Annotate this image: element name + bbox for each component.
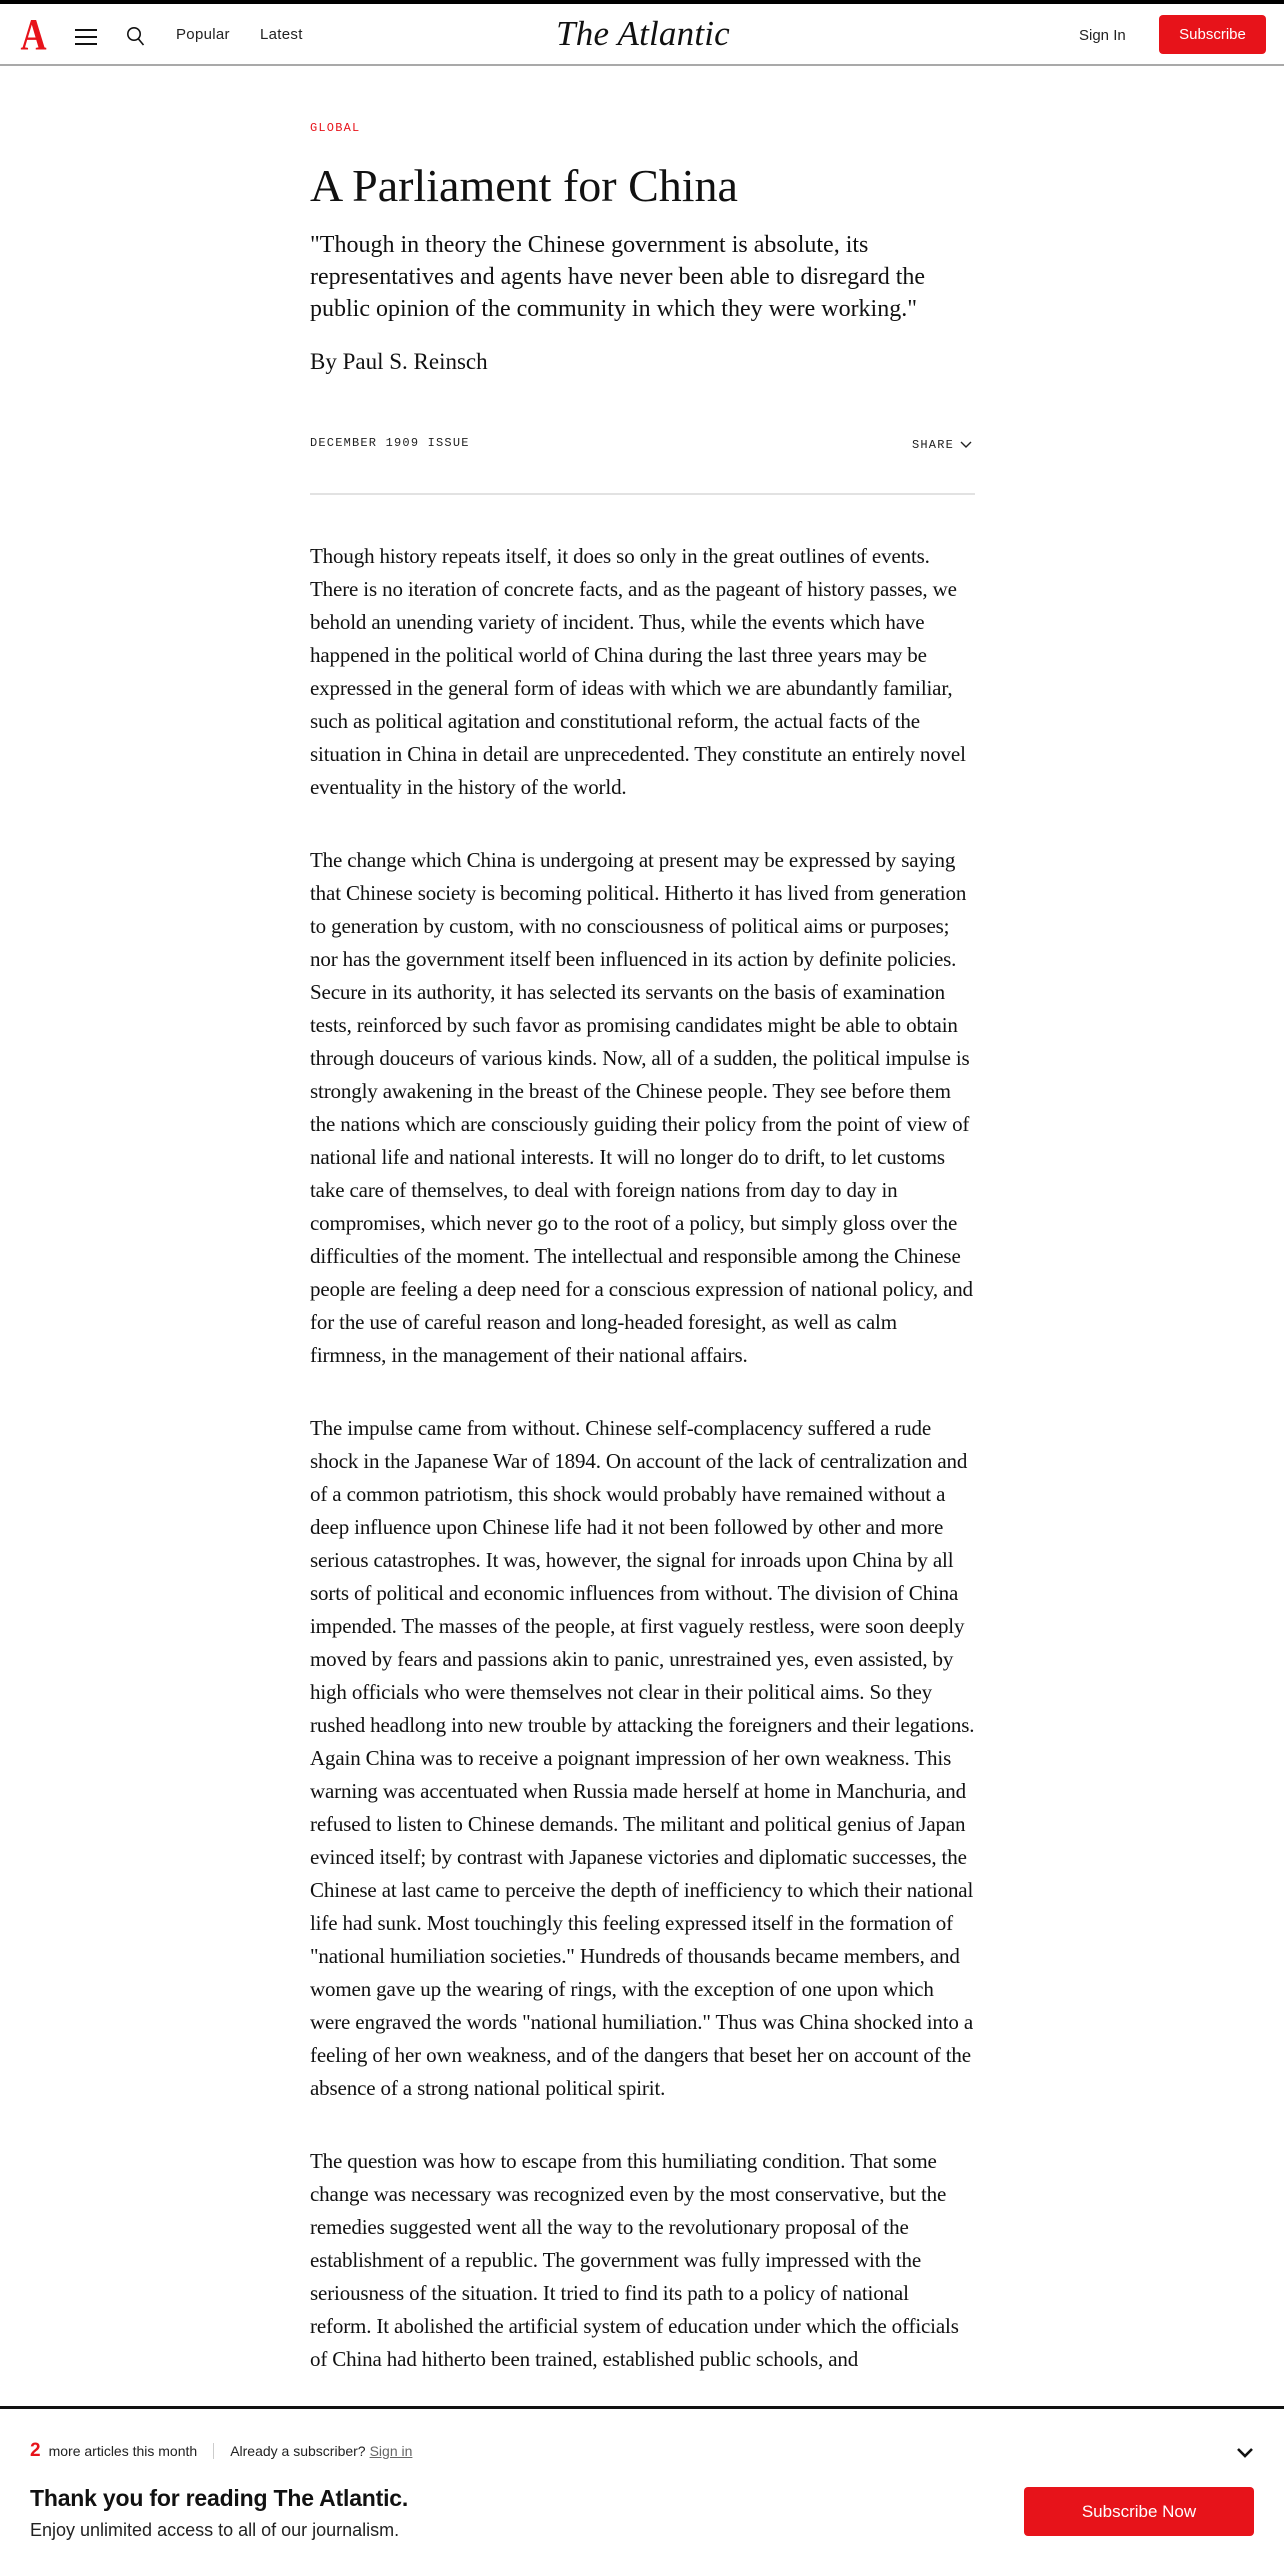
nav-popular[interactable]: Popular [176,26,230,43]
paywall-sign-in-link[interactable]: Sign in [369,2443,413,2459]
atlantic-logo[interactable]: A [20,10,47,59]
subscriber-prompt: Already a subscriber? [230,2443,366,2459]
nav-latest[interactable]: Latest [260,26,303,43]
articles-remaining-text: more articles this month [48,2443,198,2459]
hamburger-menu-icon[interactable] [75,28,97,46]
issue-label[interactable]: DECEMBER 1909 ISSUE [310,436,470,450]
subscribe-now-button[interactable]: Subscribe Now [1024,2487,1254,2536]
search-glyph [126,26,146,48]
chevron-down-icon [1234,2442,1256,2464]
menu-line [75,43,97,45]
site-header [0,0,1284,66]
share-label: SHARE [912,438,955,452]
article-meter [30,2440,412,2462]
article-headline: A Parliament for China [310,160,738,211]
collapse-banner-button[interactable] [1234,2442,1256,2464]
articles-remaining-count: 2 [30,2440,41,2461]
paywall-subtitle: Enjoy unlimited access to all of our journalism. [30,2520,400,2540]
paywall-title: Thank you for reading The Atlantic. [30,2485,409,2511]
share-button[interactable] [912,438,972,452]
body-paragraph: The question was how to escape from this humiliating condition. That some change was necessary was recognized even by the most conservative, but the remedies suggested went all the way to the revolutionary proposal of the establishment of a republic. The government was fully impressed with the seriousness of the situation. It tried to find its path to a policy of national reform. It abolished the artificial system of education under which the officials of China had hitherto been trained, established public schools, and [310,2149,959,2371]
article-body [310,540,975,2416]
search-icon[interactable] [126,26,146,48]
article-dek: "Though in theory the Chinese government is absolute, its representatives and agents have never been able to disregard the public opinion of the community in which they were working." [310,232,926,322]
body-paragraph: The impulse came from without. Chinese self-complacency suffered a rude shock in the Japanese War of 1894. On account of the lack of centralization and of a common patriotism, this shock would probably have remained without a deep influence upon Chinese life had it not been followed by other and more serious catastrophes. It was, however, the signal for inroads upon China by all sorts of political and economic influences from without. The division of China impended. The masses of the people, at first vaguely restless, were soon deeply moved by fears and passions akin to panic, unrestrained yes, even assisted, by high officials who were themselves not clear in their political aims. So they rushed headlong into new trouble by attacking the foreigners and their legations. Again China was to receive a poignant impression of her own weakness. This warning was accentuated when Russia made herself at home in Manchuria, and refused to listen to Chinese demands. The militant and political genius of Japan evinced itself; by contrast with Japanese victories and diplomatic successes, the Chinese at last came to perceive the depth of inefficiency to which their national life had sunk. Most touchingly this feeling expressed itself in the formation of "national humiliation societies." Hundreds of thousands became members, and women gave up the wearing of rings, with the exception of one upon which were engraved the words "national humiliation." Thus was China shocked into a feeling of her own weakness, and of the dangers that beset her on account of the absence of a strong national political spirit. [310,1416,975,2100]
body-paragraph: The change which China is undergoing at present may be expressed by saying that Chinese society is becoming political. Hitherto it has lived from generation to generation by custom, with no consciousness of political aims or purposes; nor has the government itself been influenced in its action by definite policies. Secure in its authority, it has selected its servants on the basis of examination tests, reinforced by such favor as promising candidates might be able to obtain through douceurs of various kinds. Now, all of a sudden, the political impulse is strongly awakening in the breast of the Chinese people. They see before them the nations which are consciously guiding their policy from the point of view of national life and national interests. It will no longer do to drift, to let customs take care of themselves, to deal with foreign nations from day to day in compromises, which never go to the root of a policy, but simply gloss over the difficulties of the moment. The intellectual and responsible among the Chinese people are feeling a deep need for a conscious expression of national policy, and for the use of careful reason and long-headed foresight, as well as calm firmness, in the management of their national affairs. [310,848,973,1367]
subscribe-button[interactable]: Subscribe [1159,15,1266,54]
chevron-down-icon [960,441,972,449]
paywall-banner [0,2406,1284,2568]
article-divider [310,493,975,495]
menu-line [75,36,97,38]
meter-separator [213,2443,214,2459]
sign-in-link[interactable]: Sign In [1079,27,1126,44]
section-label[interactable]: GLOBAL [310,121,361,135]
the-atlantic-wordmark[interactable]: The Atlantic [556,14,730,53]
menu-line [75,29,97,31]
article-byline[interactable]: By Paul S. Reinsch [310,349,488,374]
body-paragraph: Though history repeats itself, it does so only in the great outlines of events. There is no iteration of concrete facts, and as the pageant of history passes, we behold an unending variety of incident. Thus, while the events which have happened in the political world of China during the last three years may be expressed in the general form of ideas with which we are abundantly familiar, such as political agitation and constitutional reform, the actual facts of the situation in China in detail are unprecedented. They constitute an entirely novel eventuality in the history of the world. [310,544,966,799]
